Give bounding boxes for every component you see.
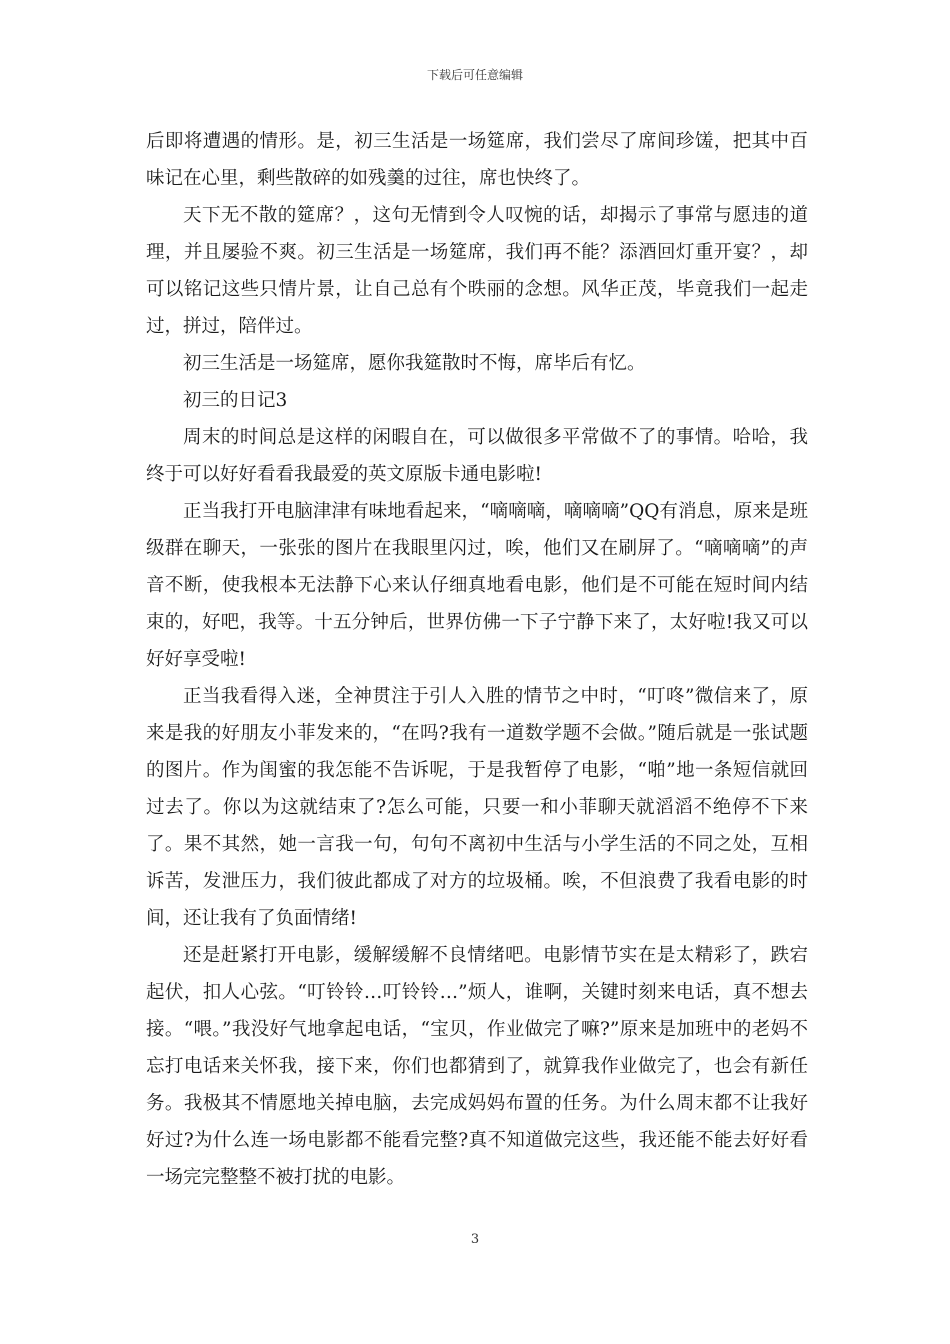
paragraph: 周末的时间总是这样的闲暇自在，可以做很多平常做不了的事情。哈哈，我终于可以好好看看我最爱的英文原版卡通电影啦! xyxy=(146,427,808,485)
paragraph: 天下无不散的筵席？，这句无情到令人叹惋的话，却揭示了事常与愿违的道理，并且屡验不爽。初三生活是一场筵席，我们再不能？添酒回灯重开宴？，却可以铭记这些只情片景，让自己总有个昳丽的念想。风华正茂，毕竟我们一起走过，拼过，陪伴过。 xyxy=(146,205,808,337)
paragraph: 正当我打开电脑津津有味地看起来，“嘀嘀嘀，嘀嘀嘀”QQ有消息，原来是班级群在聊天，一张张的图片在我眼里闪过，唉，他们又在刷屏了。“嘀嘀嘀”的声音不断，使我根本无法静下心来认仔细真地看电影，他们是不可能在短时间内结束的，好吧，我等。十五分钟后，世界仿佛一下子宁静下来了，太好啦!我又可以好好享受啦! xyxy=(146,501,808,670)
document-body xyxy=(146,123,808,1196)
page-number: 3 xyxy=(470,1232,480,1247)
paragraph: 初三生活是一场筵席，愿你我筵散时不悔，席毕后有忆。 xyxy=(183,353,646,374)
paragraph: 正当我看得入迷，全神贯注于引人入胜的情节之中时，“叮咚”微信来了，原来是我的好朋友小菲发来的，“在吗?我有一道数学题不会做。”随后就是一张试题的图片。作为闺蜜的我怎能不告诉呢，于是我暂停了电影，“啪”地一条短信就回过去了。你以为这就结束了?怎么可能，只要一和小菲聊天就滔滔不绝停不下来了。果不其然，她一言我一句，句句不离初中生活与小学生活的不同之处，互相诉苦，发泄压力，我们彼此都成了对方的垃圾桶。唉，不但浪费了我看电影的时间，还让我有了负面情绪! xyxy=(146,686,808,929)
paragraph-continuation: 后即将遭遇的情形。是，初三生活是一场筵席，我们尝尽了席间珍馐，把其中百味记在心里，剩些散碎的如残羹的过往，席也快终了。 xyxy=(146,131,808,189)
section-title: 初三的日记3 xyxy=(183,390,288,411)
page-header: 下载后可任意编辑 xyxy=(426,68,523,82)
paragraph: 还是赶紧打开电影，缓解缓解不良情绪吧。电影情节实在是太精彩了，跌宕起伏，扣人心弦。“叮铃铃…叮铃铃…”烦人，谁啊，关键时刻来电话，真不想去接。“喂。”我没好气地拿起电话，“宝贝，作业做完了嘛?”原来是加班中的老妈不忘打电话来关怀我，接下来，你们也都猜到了，就算我作业做完了，也会有新任务。我极其不情愿地关掉电脑，去完成妈妈布置的任务。为什么周末都不让我好好过?为什么连一场电影都不能看完整?真不知道做完这些，我还能不能去好好看一场完完整整不被打扰的电影。 xyxy=(146,945,808,1188)
